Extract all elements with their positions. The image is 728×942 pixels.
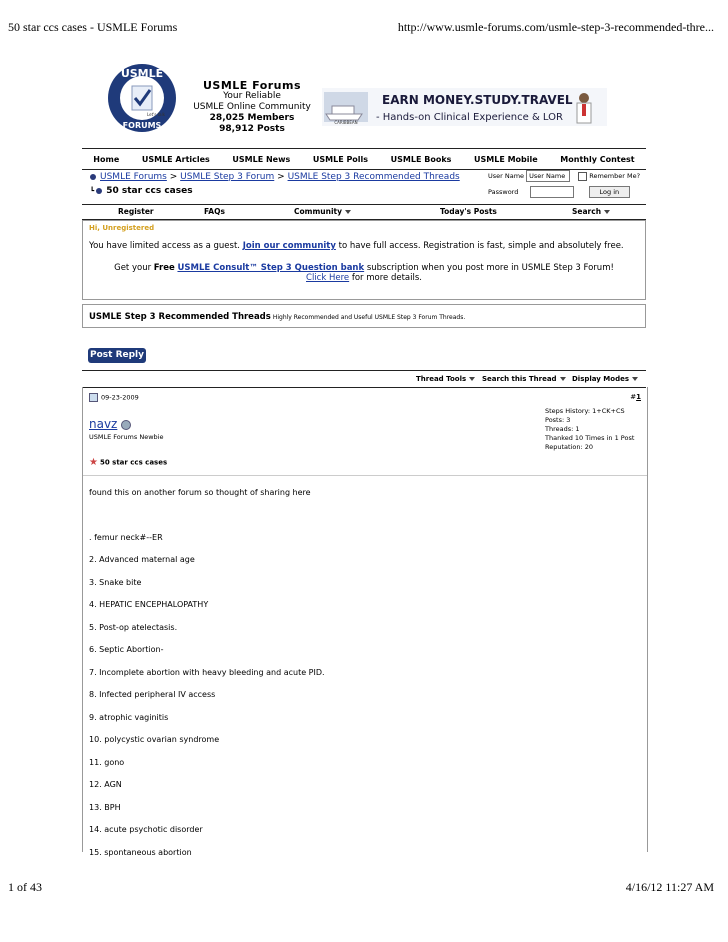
svg-text:EARN MONEY.STUDY.TRAVEL: EARN MONEY.STUDY.TRAVEL xyxy=(382,93,573,107)
site-tagline-2: USMLE Online Community xyxy=(193,102,311,112)
post-line: 5. Post-op atelectasis. xyxy=(89,623,178,632)
steps-history: Steps History: 1+CK+CS xyxy=(545,407,625,415)
click-here-link[interactable]: Click Here xyxy=(306,273,350,283)
svg-text:CARIBBEAN: CARIBBEAN xyxy=(334,120,358,125)
password-label: Password xyxy=(488,188,519,196)
site-name: USMLE Forums xyxy=(202,79,302,92)
post-container xyxy=(82,387,648,857)
nav-usmle-polls[interactable]: USMLE Polls xyxy=(312,154,369,164)
notice-text: Get your xyxy=(114,263,152,273)
svg-text:FORUMS: FORUMS xyxy=(122,121,162,130)
post-line: 4. HEPATIC ENCEPHALOPATHY xyxy=(89,600,209,609)
post-line: 14. acute psychotic disorder xyxy=(89,825,203,834)
dropdown-arrow-icon xyxy=(604,210,610,214)
login-button[interactable]: Log in xyxy=(589,186,631,198)
post-line: . femur neck#--ER xyxy=(89,533,163,542)
nav-monthly-contest[interactable]: Monthly Contest xyxy=(560,154,635,164)
thread-tools-label: Thread Tools xyxy=(416,375,467,383)
forum-title[interactable]: USMLE Step 3 Recommended Threads xyxy=(89,312,271,322)
member-count: 28,025 Members xyxy=(209,113,295,123)
post-line: 12. AGN xyxy=(89,780,122,789)
user-reputation: Reputation: 20 xyxy=(545,443,593,451)
post-line: 8. Infected peripheral IV access xyxy=(89,690,216,699)
notice-text: for more details. xyxy=(351,273,422,283)
advertisement-banner[interactable] xyxy=(322,88,607,126)
post-permalink[interactable]: 1 xyxy=(636,393,641,401)
breadcrumb-icon xyxy=(90,174,96,180)
print-footer xyxy=(0,876,728,906)
site-brand xyxy=(192,80,312,135)
nav-search[interactable] xyxy=(572,207,610,216)
nav-search-label: Search xyxy=(572,207,602,216)
remember-me-label: Remember Me? xyxy=(589,172,641,180)
nav-faqs[interactable]: FAQs xyxy=(204,207,225,216)
thread-tools-menu[interactable] xyxy=(416,375,475,383)
user-status-icon xyxy=(121,420,131,430)
guest-greeting: Hi, Unregistered xyxy=(89,224,155,232)
star-icon: ★ xyxy=(89,457,98,468)
search-thread-label: Search this Thread xyxy=(482,375,557,383)
notice-text: subscription when you post more in USMLE Step 3 Forum! xyxy=(366,263,614,273)
print-header xyxy=(0,0,728,40)
guest-notice-line2 xyxy=(83,263,645,273)
dropdown-arrow-icon xyxy=(632,377,638,381)
post-line: found this on another forum so thought of sharing here xyxy=(89,488,311,497)
dropdown-arrow-icon xyxy=(345,210,351,214)
username-label: User Name xyxy=(488,172,525,180)
post-line: 10. polycystic ovarian syndrome xyxy=(89,735,220,744)
user-thanked: Thanked 10 Times in 1 Post xyxy=(545,434,635,442)
breadcrumb-step3-forum[interactable]: USMLE Step 3 Forum xyxy=(180,172,275,182)
post-number-prefix: # xyxy=(630,393,637,401)
post-line: 15. spontaneous abortion xyxy=(89,848,192,857)
post-line: 6. Septic Abortion- xyxy=(89,645,164,654)
svg-text:Let's talk: Let's talk xyxy=(146,112,166,117)
thread-icon xyxy=(96,188,102,194)
password-input[interactable] xyxy=(530,186,574,198)
secondary-nav xyxy=(82,204,646,220)
svg-text:- Hands-on Clinical Experience: - Hands-on Clinical Experience & LOR xyxy=(376,112,563,123)
post-count: 98,912 Posts xyxy=(219,124,285,134)
search-thread-menu[interactable] xyxy=(482,375,566,383)
nav-register[interactable]: Register xyxy=(118,207,154,216)
guest-notice-line3 xyxy=(83,273,645,283)
divider xyxy=(83,475,647,476)
nav-community-label: Community xyxy=(294,207,343,216)
remember-me-checkbox[interactable] xyxy=(578,172,587,181)
question-bank-link[interactable]: USMLE Consult™ Step 3 Question bank xyxy=(177,263,365,273)
breadcrumb-separator: > xyxy=(169,172,178,182)
nav-home[interactable]: Home xyxy=(93,154,120,164)
calendar-icon xyxy=(89,393,98,402)
breadcrumb-current-thread: 50 star ccs cases xyxy=(106,186,193,196)
post-line: 11. gono xyxy=(89,758,125,767)
print-page-title: 50 star ccs cases - USMLE Forums xyxy=(8,20,178,34)
print-page-number: 1 of 43 xyxy=(8,880,42,894)
post-title xyxy=(89,457,167,468)
display-modes-menu[interactable] xyxy=(572,375,638,383)
dropdown-arrow-icon xyxy=(560,377,566,381)
post-title-text: 50 star ccs cases xyxy=(99,458,168,467)
site-tagline-1: Your Reliable xyxy=(223,91,281,101)
post-username[interactable] xyxy=(89,417,131,431)
nav-usmle-news[interactable]: USMLE News xyxy=(232,154,291,164)
username-text[interactable]: navz xyxy=(89,417,118,431)
breadcrumb-usmle-forums[interactable]: USMLE Forums xyxy=(100,172,167,182)
svg-text:USMLE: USMLE xyxy=(120,67,164,80)
print-datetime: 4/16/12 11:27 AM xyxy=(625,880,714,894)
post-date xyxy=(89,393,139,402)
post-date-text: 09-23-2009 xyxy=(101,393,139,402)
breadcrumb-separator: > xyxy=(277,172,285,182)
breadcrumb-recommended-threads[interactable]: USMLE Step 3 Recommended Threads xyxy=(287,172,460,182)
dropdown-arrow-icon xyxy=(469,377,475,381)
forum-description: Highly Recommended and Useful USMLE Step 3 Forum Threads. xyxy=(272,314,466,321)
thread-toolbar xyxy=(82,370,646,388)
guest-notice-line1 xyxy=(89,241,624,251)
user-title: USMLE Forums Newbie xyxy=(89,433,164,441)
join-community-link[interactable]: Join our community xyxy=(242,241,336,251)
nav-todays-posts[interactable]: Today's Posts xyxy=(440,207,497,216)
post-line: 9. atrophic vaginitis xyxy=(89,713,169,722)
main-nav xyxy=(82,148,646,170)
username-input[interactable]: User Name xyxy=(526,170,570,182)
tree-connector-icon: ┗ xyxy=(90,187,95,195)
nav-usmle-mobile[interactable]: USMLE Mobile xyxy=(474,154,538,164)
nav-usmle-books[interactable]: USMLE Books xyxy=(390,154,452,164)
post-line: 2. Advanced maternal age xyxy=(89,555,195,564)
user-info xyxy=(545,407,634,452)
nav-community[interactable] xyxy=(294,207,351,216)
post-line: 3. Snake bite xyxy=(89,578,142,587)
usmle-forums-logo[interactable] xyxy=(96,62,188,134)
print-page-url: http://www.usmle-forums.com/usmle-step-3-recommended-thre... xyxy=(397,20,714,34)
post-number xyxy=(630,393,641,401)
post-line: 7. Incomplete abortion with heavy bleeding and acute PID. xyxy=(89,668,325,677)
notice-text: to have full access. Registration is fast, simple and absolutely free. xyxy=(338,241,624,251)
forum-header xyxy=(82,304,646,328)
user-thread-count: Threads: 1 xyxy=(545,425,580,433)
display-modes-label: Display Modes xyxy=(572,375,629,383)
notice-text: You have limited access as a guest. xyxy=(89,241,241,251)
notice-free: Free xyxy=(153,263,175,273)
nav-usmle-articles[interactable]: USMLE Articles xyxy=(141,154,210,164)
post-line: 13. BPH xyxy=(89,803,121,812)
post-reply-button[interactable]: Post Reply xyxy=(88,348,146,363)
guest-notice xyxy=(82,220,646,300)
user-post-count: Posts: 3 xyxy=(545,416,571,424)
